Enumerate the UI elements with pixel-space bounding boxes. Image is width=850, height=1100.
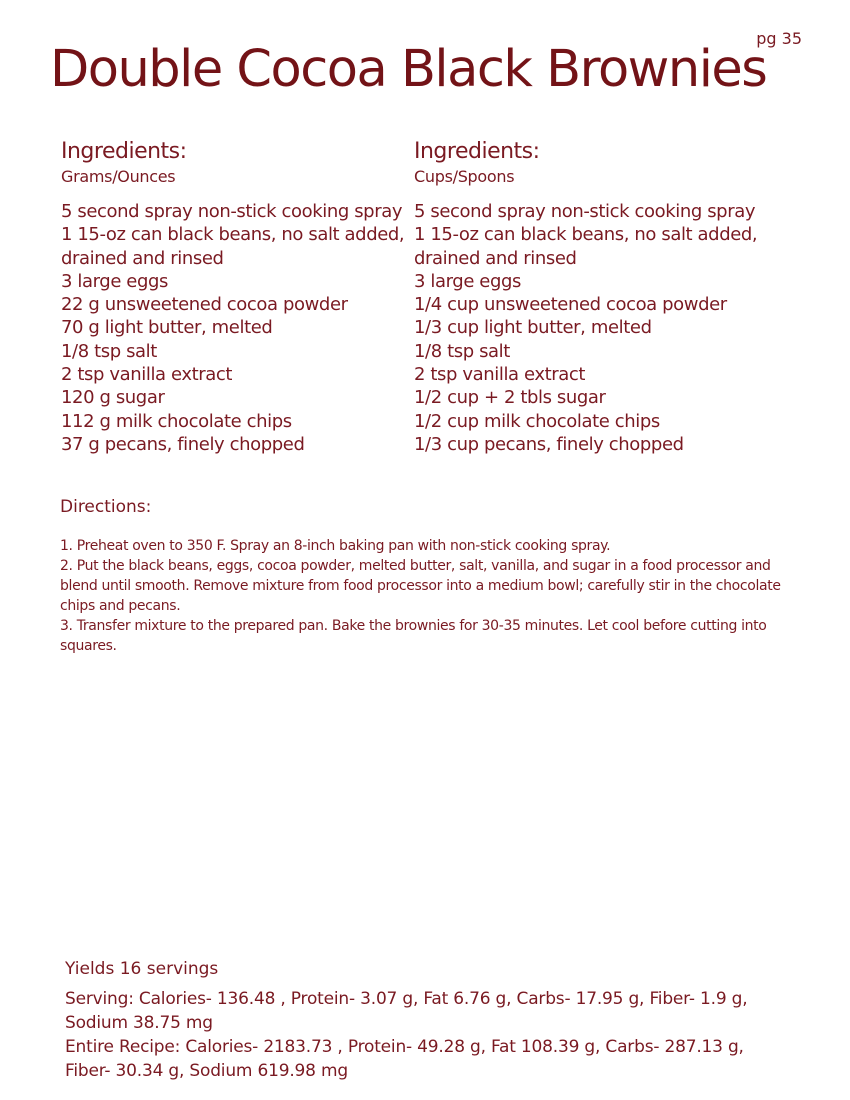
ingredient-item: 1 15-oz can black beans, no salt added, xyxy=(61,224,405,246)
ingredient-item: 1/8 tsp salt xyxy=(414,340,510,362)
direction-step: 3. Transfer mixture to the prepared pan. Bake the brownies for 30-35 minutes. Let cool before cutting into squares. xyxy=(60,618,767,654)
yields-text: Yields 16 servings xyxy=(65,959,219,979)
directions-heading: Directions: xyxy=(60,497,152,517)
ingredients-metric-column xyxy=(61,138,406,456)
ingredient-item: 1/3 cup light butter, melted xyxy=(414,317,652,339)
ingredient-item: 5 second spray non-stick cooking spray xyxy=(414,201,756,222)
ingredients-heading: Ingredients: xyxy=(414,139,540,164)
ingredient-item: 70 g light butter, melted xyxy=(61,317,273,339)
ingredients-list xyxy=(61,200,406,456)
ingredient-item: 1/4 cup unsweetened cocoa powder xyxy=(414,294,727,316)
ingredient-item: 120 g sugar xyxy=(61,387,165,409)
direction-step: 1. Preheat oven to 350 F. Spray an 8-inch baking pan with non-stick cooking spray. xyxy=(60,538,611,554)
directions-list xyxy=(60,536,795,656)
ingredient-item: drained and rinsed xyxy=(414,247,577,269)
ingredient-item: 2 tsp vanilla extract xyxy=(414,364,586,386)
direction-step: 2. Put the black beans, eggs, cocoa powder, melted butter, salt, vanilla, and sugar in a food processor and blend until smooth. Remove mixture from food processor into a medium bowl; carefully stir in the chocolate chips and pecans. xyxy=(60,558,781,614)
ingredient-item: 1 15-oz can black beans, no salt added, xyxy=(414,224,758,246)
ingredient-item: 5 second spray non-stick cooking spray xyxy=(61,201,403,222)
ingredient-item: 1/3 cup pecans, finely chopped xyxy=(414,433,684,455)
directions-section xyxy=(60,496,795,656)
ingredient-item: 22 g unsweetened cocoa powder xyxy=(61,294,348,316)
ingredient-item: 1/2 cup + 2 tbls sugar xyxy=(414,387,606,409)
ingredients-subheading: Grams/Ounces xyxy=(61,167,176,186)
recipe-title: Double Cocoa Black Brownies xyxy=(50,40,767,99)
ingredients-us-column xyxy=(414,138,759,456)
ingredient-item: 3 large eggs xyxy=(414,270,522,292)
ingredient-item: 1/8 tsp salt xyxy=(61,340,157,362)
ingredients-heading: Ingredients: xyxy=(61,139,187,164)
page-number: pg 35 xyxy=(756,29,802,48)
ingredient-item: 37 g pecans, finely chopped xyxy=(61,433,305,455)
ingredient-item: 2 tsp vanilla extract xyxy=(61,364,233,386)
nutrition-entire-recipe: Entire Recipe: Calories- 2183.73 , Protein- 49.28 g, Fat 108.39 g, Carbs- 287.13 g, Fiber- 30.34 g, Sodium 619.98 mg xyxy=(65,1037,744,1081)
ingredient-item: 112 g milk chocolate chips xyxy=(61,410,292,432)
ingredient-item: drained and rinsed xyxy=(61,247,224,269)
ingredients-list xyxy=(414,200,759,456)
nutrition-section xyxy=(65,987,785,1083)
nutrition-serving: Serving: Calories- 136.48 , Protein- 3.07 g, Fat 6.76 g, Carbs- 17.95 g, Fiber- 1.9 g, Sodium 38.75 mg xyxy=(65,989,748,1033)
ingredient-item: 3 large eggs xyxy=(61,270,169,292)
ingredients-subheading: Cups/Spoons xyxy=(414,167,515,186)
ingredient-item: 1/2 cup milk chocolate chips xyxy=(414,410,660,432)
